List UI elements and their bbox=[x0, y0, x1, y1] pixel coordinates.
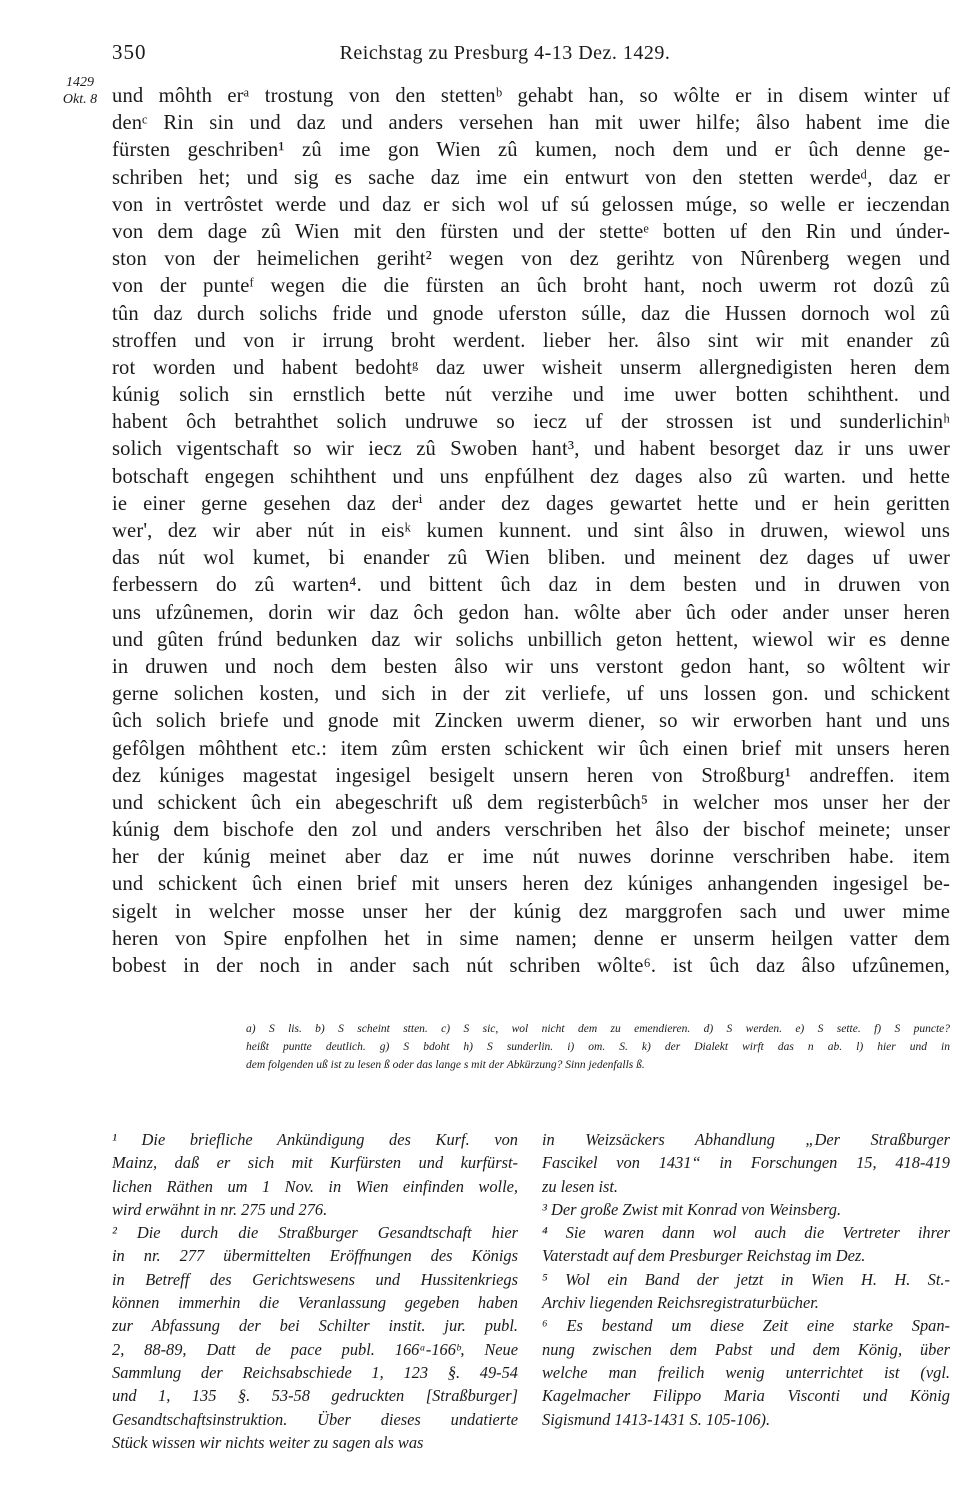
footnotes-right-column bbox=[542, 1128, 950, 1431]
margin-date-note bbox=[52, 74, 108, 108]
main-text bbox=[112, 83, 950, 980]
footnote-line: zur Abfassung der bei Schilter instit. jur. publ. bbox=[112, 1316, 518, 1336]
text-line: wer', dez wir aber nút in eisᵏ kumen kunnent. und sint âlso in druwen, wiewol uns bbox=[112, 520, 950, 542]
footnote-line: Sammlung der Reichsabschiede 1, 123 §. 49-54 bbox=[112, 1362, 518, 1382]
footnotes-left-column bbox=[112, 1128, 518, 1454]
footnote-line: in Betreff des Gerichtswesens und Hussitenkriegs bbox=[112, 1269, 518, 1289]
text-line: dez kúniges magestat ingesigel besigelt unsern heren von Stroßburg¹ andreffen. item bbox=[112, 764, 950, 787]
footnote-line: in nr. 277 übermittelten Eröffnungen des Königs bbox=[112, 1246, 518, 1266]
critical-note-line: heißt puntte deutlich. g) S bdoht h) S sunderlin. i) om. S. k) der Dialekt wirft das n ab. l) hier und in bbox=[246, 1041, 950, 1053]
footnote-line: welche man freilich wenig unterrichtet ist (vgl. bbox=[542, 1362, 950, 1382]
footnote-line: ³ Der große Zwist mit Konrad von Weinsberg. bbox=[542, 1199, 842, 1219]
footnote-line: zu lesen ist. bbox=[542, 1176, 619, 1196]
text-line: rot worden und habent bedohtᵍ daz uwer wisheit unserm allergnedigisten heren dem bbox=[112, 356, 950, 379]
footnote-line: 2, 88-89, Datt de pace publ. 166ᵃ-166ᵇ, Neue bbox=[112, 1339, 518, 1359]
text-line: das nút wol kumet, bi enander zû Wien bliben. und meinent dez dages uf uwer bbox=[112, 547, 950, 570]
footnote-line: lichen Räthen um 1 Nov. in Wien einfinden wolle, bbox=[112, 1176, 518, 1196]
critical-apparatus bbox=[246, 1020, 950, 1074]
text-line: stroffen und von ir irrung broht werdent. lieber her. âlso sint wir mit enander zû bbox=[112, 329, 950, 352]
footnote-line: nung zwischen dem Pabst und dem König, über bbox=[542, 1339, 950, 1359]
text-line: von dem dage zû Wien mit den fürsten und der stetteᵉ botten uf den Rin und únder- bbox=[112, 220, 950, 243]
text-line: bobest in der noch in ander sach nút schriben wôlte⁶. ist ûch daz âlso ufzûnemen, bbox=[112, 955, 950, 977]
text-line: her der kúnig meinet aber daz er ime nút nuwes dorinne verschriben habe. item bbox=[112, 846, 950, 869]
footnote-line: Archiv liegenden Reichsregistraturbücher. bbox=[542, 1293, 819, 1313]
text-line: uns ufzûnemen, dorin wir daz ôch gedon han. wôlte aber ûch oder ander unser heren bbox=[112, 601, 950, 624]
footnote-line: Vaterstadt auf dem Presburger Reichstag im Dez. bbox=[542, 1246, 866, 1266]
footnote-line: ⁵ Wol ein Band der jetzt in Wien H. H. St.- bbox=[542, 1269, 950, 1289]
footnote-line: ¹ Die briefliche Ankündigung des Kurf. von bbox=[112, 1130, 518, 1149]
footnote-line: Mainz, daß er sich mit Kurfürsten und kurfürst- bbox=[112, 1153, 518, 1173]
footnote-line: und 1, 135 §. 53-58 gedruckten [Straßburger] bbox=[112, 1386, 518, 1406]
footnote-line: ⁶ Es bestand um diese Zeit eine starke Span- bbox=[542, 1316, 950, 1336]
text-line: kúnig solich sin ernstlich bette nút verzihe und ime uwer botten schihthent. und bbox=[112, 384, 950, 407]
text-line: und schickent ûch ein abegeschrift uß dem registerbûch⁵ in welcher mos unser her der bbox=[112, 791, 950, 814]
footnote-line: Gesandtschaftsinstruktion. Über dieses undatierte bbox=[112, 1409, 518, 1429]
text-line: und gûten frúnd bedunken daz wir solichs unbillich geton hettent, wiewol wir es denne bbox=[112, 628, 950, 651]
text-line: gerne solichen kosten, und sich in der zit verliefe, uf uns lossen gon. und schickent bbox=[112, 683, 950, 706]
text-line: kúnig dem bischofe den zol und anders verschriben het âlso der bischof meinete; unser bbox=[112, 819, 950, 842]
footnote-line: wird erwähnt in nr. 275 und 276. bbox=[112, 1199, 328, 1219]
footnote-line: ² Die durch die Straßburger Gesandtschaft hier bbox=[112, 1223, 518, 1243]
text-line: ûch solich briefe und gnode mit Zincken uwerm diener, so wir erworben hant und uns bbox=[112, 710, 950, 733]
footnote-line: ⁴ Sie waren dann wol auch die Vertreter ihrer bbox=[542, 1223, 950, 1243]
text-line: von in vertrôstet werde und daz er sich wol uf sú gelossen múge, so welle er ieczendan bbox=[112, 193, 950, 216]
text-line: ie einer gerne gesehen daz derⁱ ander dez dages gewartet hette und er hein geritten bbox=[112, 492, 950, 515]
text-line: gefôlgen môhthent etc.: item zûm ersten schickent wir ûch einen brief mit unsers heren bbox=[112, 737, 950, 760]
page-number: 350 bbox=[112, 40, 147, 64]
margin-date: Okt. 8 bbox=[62, 92, 98, 107]
margin-year: 1429 bbox=[66, 75, 94, 90]
text-line: schriben het; und sig es sache daz ime ein entwurt von den stetten werdeᵈ, daz er bbox=[112, 166, 950, 189]
text-line: tûn daz durch solichs fride und gnode uferston súlle, daz die Hussen dornoch wol zû bbox=[112, 302, 950, 325]
text-line: sigelt in welcher mosse unser her der kúnig dez marggrofen sach und uwer mime bbox=[112, 900, 950, 923]
footnote-line: Fascikel von 1431“ in Forschungen 15, 418-419 bbox=[542, 1153, 950, 1173]
text-line: ferbessern do zû warten⁴. und bittent ûch daz in dem besten und in druwen von bbox=[112, 574, 950, 597]
text-line: in druwen und noch dem besten âlso wir uns verstont gedon hant, so wôltent wir bbox=[112, 655, 950, 678]
running-title: Reichstag zu Presburg 4-13 Dez. 1429. bbox=[339, 42, 671, 64]
critical-note-line: dem folgenden uß ist zu lesen ß oder das lange s mit der Abkürzung? Sinn jedenfalls ß. bbox=[246, 1059, 645, 1071]
text-line: und môhth erᵃ trostung von den stettenᵇ gehabt han, so wôlte er in disem winter uf bbox=[112, 85, 950, 107]
footnote-line: Stück wissen wir nichts weiter zu sagen als was bbox=[112, 1432, 424, 1452]
footnote-line: in Weizsäckers Abhandlung „Der Straßburger bbox=[542, 1130, 950, 1149]
page-header bbox=[112, 40, 898, 70]
text-line: heren von Spire enpfolhen het in sime namen; denne er unserm heilgen vatter dem bbox=[112, 927, 950, 950]
footnote-line: können immerhin die Veranlassung gegeben haben bbox=[112, 1293, 518, 1313]
text-line: fürsten geschriben¹ zû ime gon Wien zû kumen, noch dem und er ûch denne ge- bbox=[112, 139, 950, 162]
text-line: und schickent ûch einen brief mit unsers heren dez kúniges anhangenden ingesigel be- bbox=[112, 873, 950, 896]
text-line: ston von der heimelichen geriht² wegen von dez gerihtz von Nûrenberg wegen und bbox=[112, 248, 950, 271]
critical-note-line: a) S lis. b) S scheint stten. c) S sic, wol nicht dem zu emendieren. d) S werden. e) S sette. f) S puncte? bbox=[246, 1023, 950, 1035]
text-line: botschaft engegen schihthent und uns enpfúlhent dez dages also zû warten. und hette bbox=[112, 465, 950, 488]
footnotes bbox=[0, 1128, 960, 1452]
text-line: denᶜ Rin sin und daz und anders versehen han mit uwer hilfe; âlso habent ime die bbox=[112, 112, 950, 135]
footnote-line: Kagelmacher Filippo Maria Visconti und König bbox=[542, 1386, 950, 1406]
text-line: solich vigentschaft so wir iecz zû Swoben hant³, und habent besorget daz ir uns uwer bbox=[112, 438, 950, 461]
text-line: von der punteᶠ wegen die die fürsten an ûch broht hant, noch uwerm rot dozû zû bbox=[112, 275, 950, 298]
footnote-line: Sigismund 1413-1431 S. 105-106). bbox=[542, 1409, 771, 1429]
text-line: habent ôch betrahthet solich undruwe so iecz uf der strossen ist und sunderlichinʰ bbox=[112, 411, 950, 434]
